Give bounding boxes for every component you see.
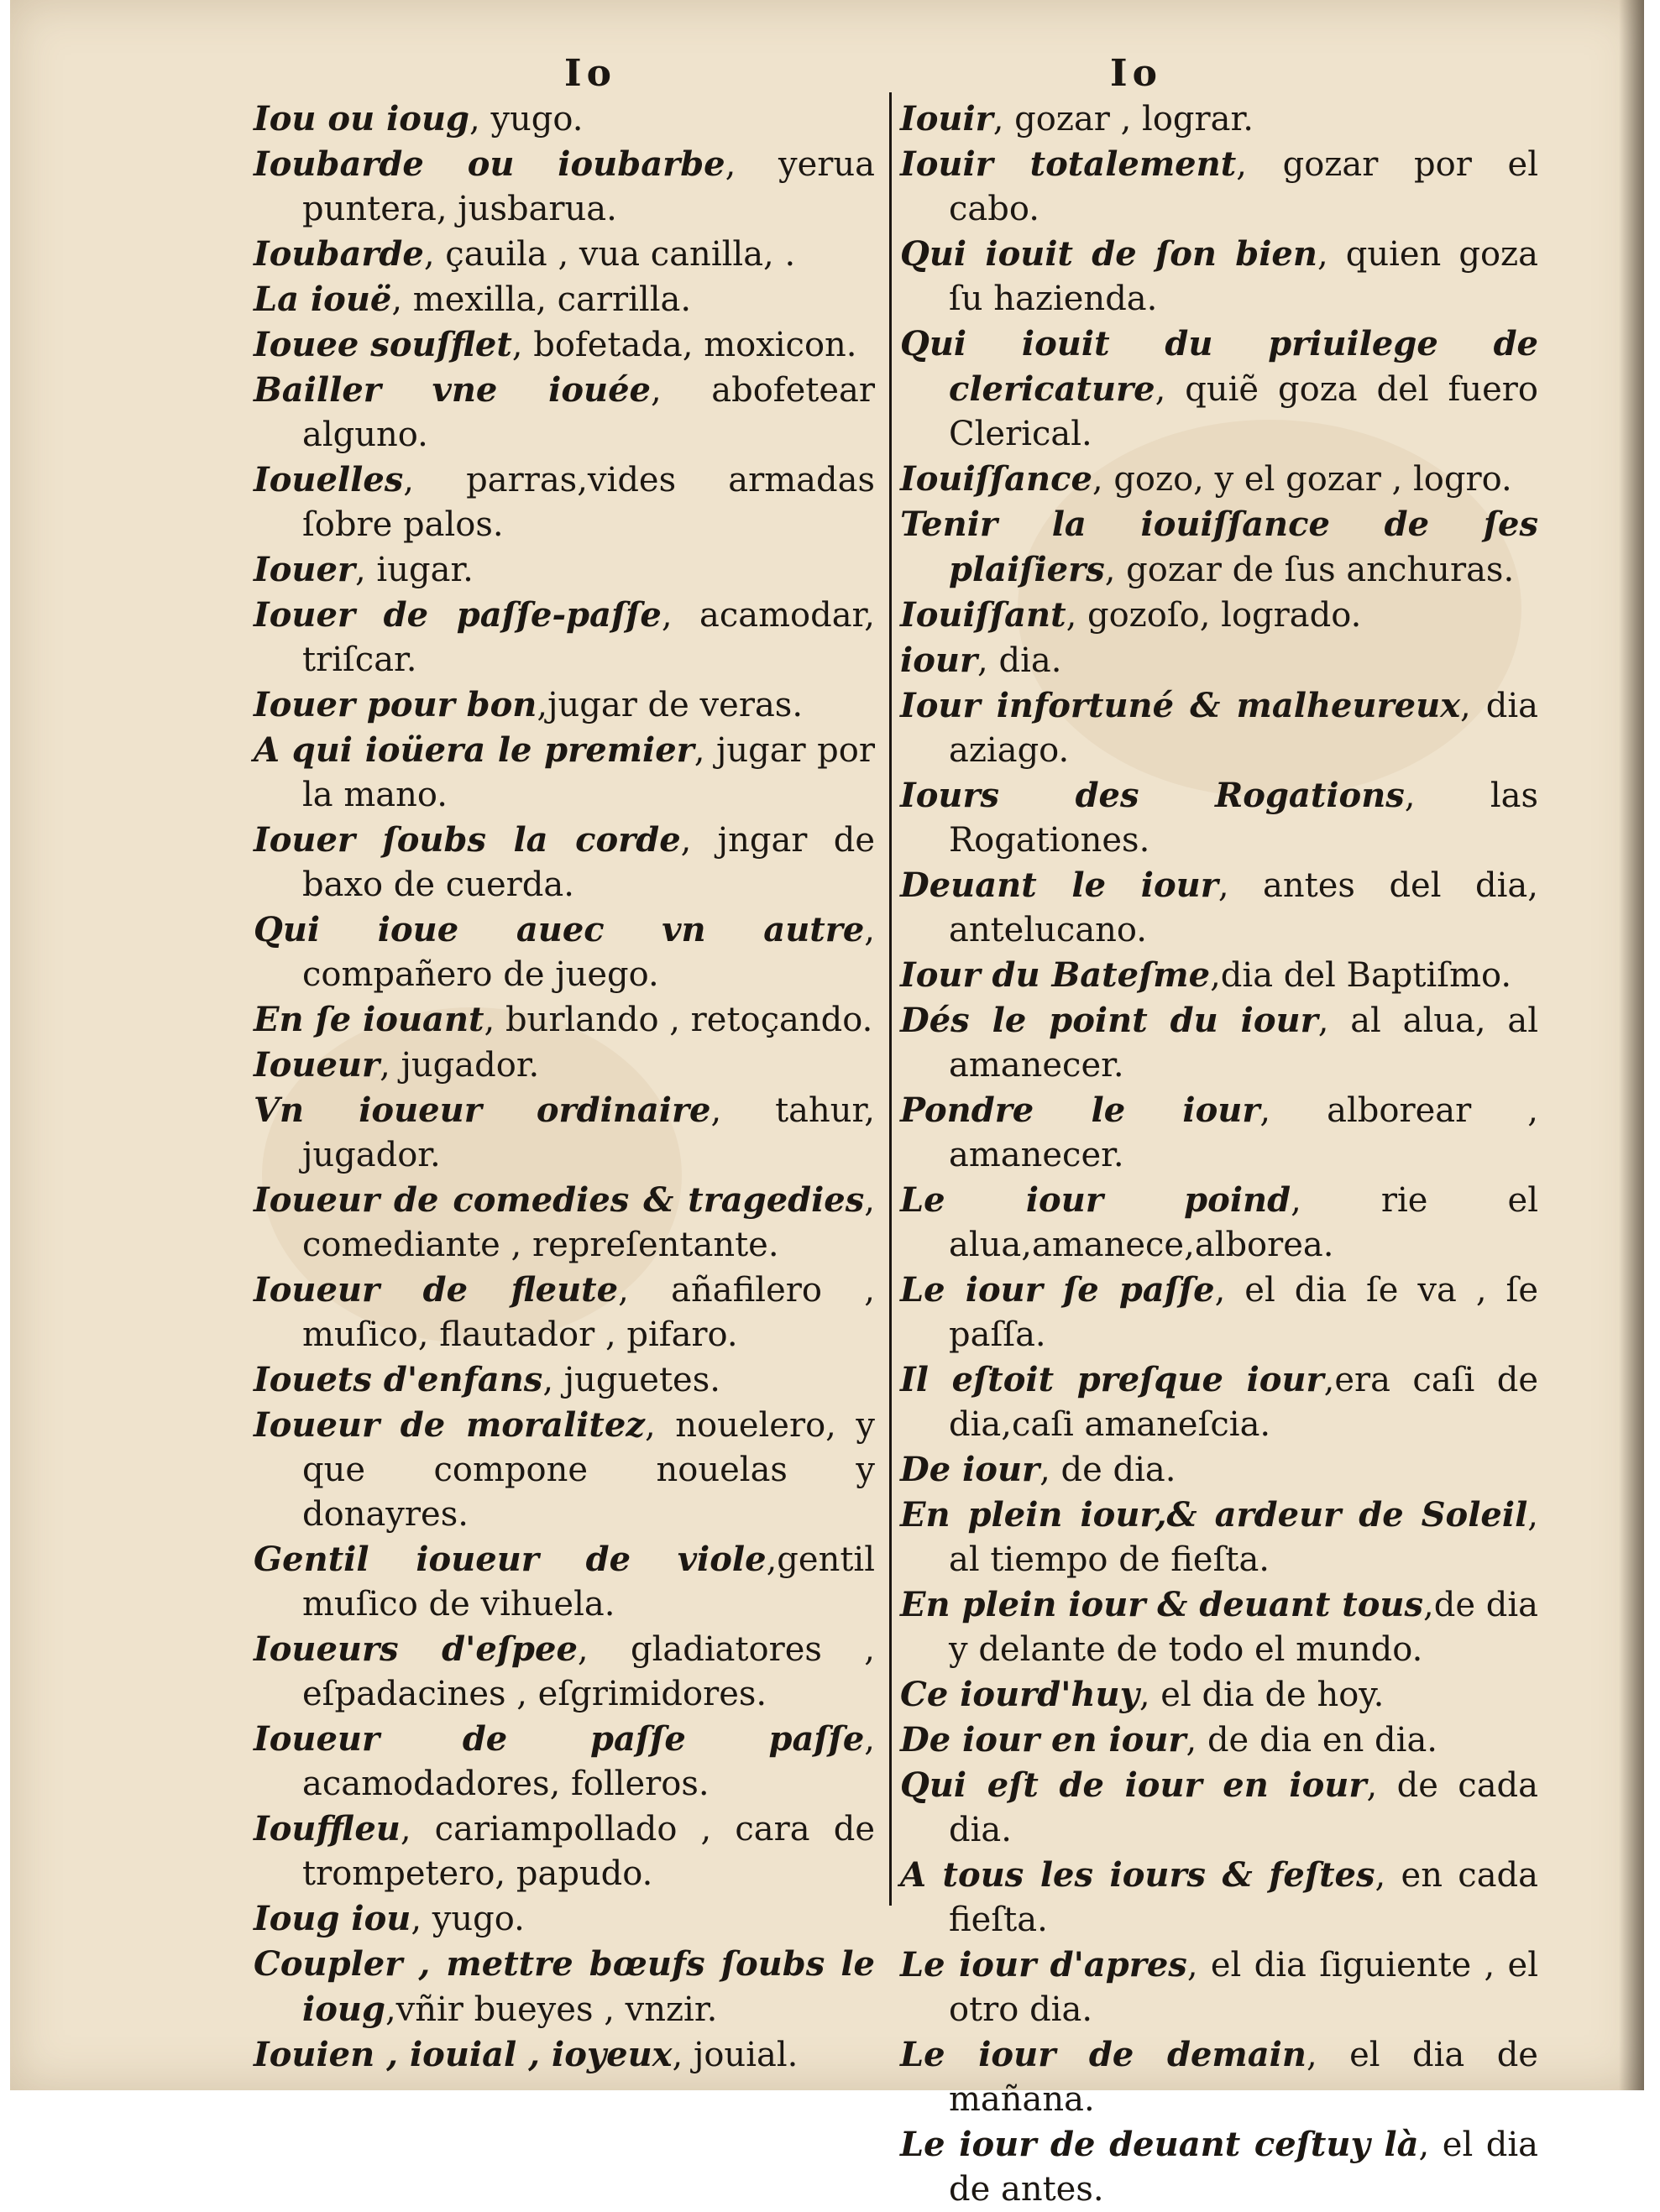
french-headword: Iouee souſflet [254,325,512,364]
right-column [900,97,1538,2212]
spanish-gloss: , quien goza ſu hazienda. [949,235,1538,318]
spanish-gloss: , dia aziago. [949,687,1538,770]
spanish-gloss: , nouelero, y que compone nouelas y donayres. [302,1406,875,1534]
french-headword: Ioueur de comedies & tragedies [254,1180,865,1220]
spanish-gloss: , en cada fieſta. [949,1856,1538,1939]
spanish-gloss: , antes del dia, antelucano. [949,866,1538,949]
french-headword: Ioueurs d'eſpee [254,1629,578,1669]
dictionary-entry [900,1447,1538,1493]
spanish-gloss: , acamodar, triſcar. [302,596,875,679]
dictionary-entry [900,1718,1538,1763]
spanish-gloss: , de dia. [1039,1451,1176,1489]
dictionary-entry [254,277,875,322]
dictionary-entry [254,1043,875,1088]
french-headword: Le iour de deuant ceſtuy là [900,2125,1419,2164]
french-headword: Iouir totalement [900,144,1237,184]
spanish-gloss: , alborear , amanecer. [949,1091,1538,1174]
dictionary-entry [900,1357,1538,1447]
french-headword: Bailler vne iouée [254,370,651,410]
left-running-head: Io [564,52,616,95]
french-headword: Ioubarde [254,234,424,274]
spanish-gloss: , el dia ſiguiente , el otro dia. [949,1946,1538,2029]
french-headword: Le iour poind [900,1180,1291,1220]
dictionary-entry [900,1763,1538,1853]
french-headword: Le iour ſe paſſe [900,1270,1215,1310]
spanish-gloss: ,jugar de veras. [537,686,804,724]
dictionary-entry [254,1178,875,1268]
french-headword: Qui ioue auec vn autre [254,910,865,949]
spanish-gloss: , tahur, jugador. [302,1091,875,1174]
french-headword: Iours des Rogations [900,776,1405,815]
dictionary-entry [254,1403,875,1537]
dictionary-entry [254,1357,875,1403]
dictionary-entry [254,1942,875,2032]
dictionary-entry [900,683,1538,773]
column-rule [889,92,892,1906]
spanish-gloss: , dia. [977,641,1062,680]
right-running-head: Io [1110,52,1162,95]
french-headword: Iour du Bateſme [900,955,1211,995]
dictionary-entry [900,773,1538,863]
dictionary-entry [254,682,875,728]
dictionary-entry [254,728,875,818]
french-headword: A qui ioüera le premier [254,730,694,770]
spanish-gloss: , gozar de ſus anchuras. [1104,551,1515,589]
dictionary-entry [254,1268,875,1357]
french-headword: iour [900,641,978,680]
spanish-gloss: ,vñir bueyes , vnzir. [385,1990,718,2029]
spanish-gloss: ,gentil muſico de vihuela. [302,1540,875,1624]
dictionary-entry [254,142,875,232]
dictionary-entry [900,593,1538,638]
french-headword: A tous les iours & feſtes [900,1855,1375,1895]
spanish-gloss: , yerua puntera, jusbarua. [302,145,875,228]
french-headword: Ioueur de fleute [254,1270,619,1310]
spanish-gloss: , de dia en dia. [1186,1721,1438,1760]
dictionary-entry [900,1178,1538,1268]
spanish-gloss: , el dia de antes. [949,2126,1538,2209]
spanish-gloss: , acamodadores, folleros. [302,1720,875,1803]
dictionary-entry [900,232,1538,322]
spanish-gloss: , el dia de hoy. [1139,1676,1385,1714]
dictionary-entry [900,1943,1538,2032]
french-headword: Iouien , iouial , ioyeux [254,2035,673,2074]
spanish-gloss: , jugar por la mano. [302,731,875,814]
french-headword: Tenir la iouiſſance de ſes plaiſiers [900,505,1538,589]
french-headword: Pondre le iour [900,1090,1260,1130]
french-headword: Iouiſſance [900,459,1092,499]
dictionary-entry [254,97,875,142]
spanish-gloss: , gozoſo, logrado. [1066,596,1362,635]
spanish-gloss: , gozo, y el gozar , logro. [1092,460,1512,499]
french-headword: Ioueur de moralitez [254,1405,645,1445]
spanish-gloss: , rie el alua,amanece,alborea. [949,1181,1538,1264]
dictionary-entry [254,1717,875,1807]
spanish-gloss: , al alua, al amanecer. [949,1001,1538,1085]
french-headword: Ioubarde ou ioubarbe [254,144,725,184]
spanish-gloss: , bofetada, moxicon. [511,326,857,364]
dictionary-entry [900,1672,1538,1718]
french-headword: Ioueur de paſſe paſſe [254,1719,865,1759]
dictionary-entry [254,1627,875,1717]
spanish-gloss: , cariampollado , cara de trompetero, papudo. [302,1810,875,1893]
dictionary-entry [254,593,875,682]
spanish-gloss: , çauila , vua canilla, . [423,235,796,274]
dictionary-entry [900,863,1538,953]
dictionary-entry [900,97,1538,142]
dictionary-entry [900,1582,1538,1672]
dictionary-entry [900,1853,1538,1943]
spanish-gloss: , jngar de baxo de cuerda. [302,821,875,904]
dictionary-entry [254,1896,875,1942]
spanish-gloss: , quiẽ goza del fuero Clerical. [949,370,1538,453]
dictionary-entry [900,1268,1538,1357]
spanish-gloss: , abofetear alguno. [302,371,875,454]
dictionary-entry [900,142,1538,232]
french-headword: Qui iouit de ſon bien [900,234,1317,274]
spanish-gloss: , comediante , repreſentante. [302,1181,875,1264]
french-headword: Iouiſſant [900,595,1066,635]
book-page [10,0,1644,2209]
french-headword: Iouir [900,99,993,139]
left-column [254,97,875,2078]
spanish-gloss: , el dia ſe va , ſe paſſa. [949,1271,1539,1354]
dictionary-entry [254,1088,875,1178]
dictionary-entry [900,1088,1538,1178]
dictionary-entry [254,818,875,907]
french-headword: Iou ou ioug [254,99,470,139]
french-headword: En ſe iouant [254,1000,484,1039]
french-headword: Iouer [254,550,355,589]
spanish-gloss: , jouial. [672,2036,799,2074]
dictionary-entry [900,2122,1538,2212]
dictionary-entry [900,322,1538,457]
french-headword: En plein iour,& ardeur de Soleil [900,1495,1528,1535]
french-headword: Coupler , mettre bœufs ſoubs le ioug [254,1944,875,2029]
spanish-gloss: ,de dia y delante de todo el mundo. [949,1586,1539,1669]
dictionary-entry [254,232,875,277]
dictionary-entry [254,547,875,593]
french-headword: Iouer pour bon [254,685,537,724]
french-headword: Vn ioueur ordinaire [254,1090,711,1130]
french-headword: De iour [900,1450,1040,1489]
dictionary-entry [900,998,1538,1088]
french-headword: Iouffleu [254,1809,401,1849]
dictionary-entry [900,502,1538,593]
spanish-gloss: , mexilla, carrilla. [391,280,692,319]
french-headword: Il eſtoit preſque iour [900,1360,1324,1399]
spanish-gloss: , jugador. [380,1046,540,1085]
spanish-gloss: , gozar por el cabo. [949,145,1538,228]
dictionary-entry [900,1493,1538,1582]
dictionary-entry [900,638,1538,683]
spanish-gloss: , iugar. [355,551,474,589]
dictionary-entry [254,1537,875,1627]
french-headword: En plein iour & deuant tous [900,1585,1424,1624]
dictionary-entry [254,458,875,547]
dictionary-entry [254,1807,875,1896]
dictionary-entry [900,457,1538,502]
spanish-gloss: , las Rogationes. [949,777,1538,860]
spanish-gloss: , al tiempo de fieſta. [949,1496,1538,1579]
french-headword: De iour en iour [900,1720,1186,1760]
dictionary-entry [900,2032,1538,2122]
spanish-gloss: , de cada dia. [949,1766,1538,1849]
french-headword: Qui iouit du priuilege de clericature [900,324,1538,409]
dictionary-entry [254,368,875,458]
spanish-gloss: , yugo. [411,1900,525,1938]
dictionary-entry [254,322,875,368]
spanish-gloss: , yugo. [469,100,584,139]
french-headword: Qui eſt de iour en iour [900,1765,1367,1805]
french-headword: Iouelles [254,460,404,499]
dictionary-entry [254,997,875,1043]
french-headword: Le iour de demain [900,2035,1307,2074]
dictionary-entry [254,907,875,997]
dictionary-entry [900,953,1538,998]
spanish-gloss: , el dia de mañana. [949,2036,1538,2119]
french-headword: Ioug iou [254,1899,411,1938]
french-headword: Iouets d'enfans [254,1360,543,1399]
spanish-gloss: , añafilero , muſico, flautador , pifaro. [302,1271,875,1354]
french-headword: Iouer de paſſe-paſſe [254,595,662,635]
french-headword: Gentil ioueur de viole [254,1540,767,1579]
spanish-gloss: ,dia del Baptiſmo. [1210,956,1512,995]
french-headword: Ce iourd'huy [900,1675,1139,1714]
dictionary-entry [254,2032,875,2078]
french-headword: Iour infortuné & malheureux [900,686,1461,725]
spanish-gloss: , burlando , retoçando. [484,1001,873,1039]
spanish-gloss: , parras,vides armadas ſobre palos. [302,461,875,544]
spanish-gloss: , juguetes. [542,1361,720,1399]
french-headword: Dés le point du iour [900,1001,1318,1040]
french-headword: Le iour d'apres [900,1945,1187,1985]
spanish-gloss: , gozar , lograr. [992,100,1254,139]
spanish-gloss: ,era caſi de dia,caſi amaneſcia. [949,1361,1538,1444]
spanish-gloss: , compañero de juego. [302,911,875,994]
french-headword: La iouë [254,280,392,319]
french-headword: Ioueur [254,1045,380,1085]
spanish-gloss: , gladiatores , eſpadacines , eſgrimidores. [302,1630,876,1713]
page-edge-shadow [1619,0,1644,2090]
french-headword: Deuant le iour [900,865,1218,905]
french-headword: Iouer ſoubs la corde [254,820,681,860]
